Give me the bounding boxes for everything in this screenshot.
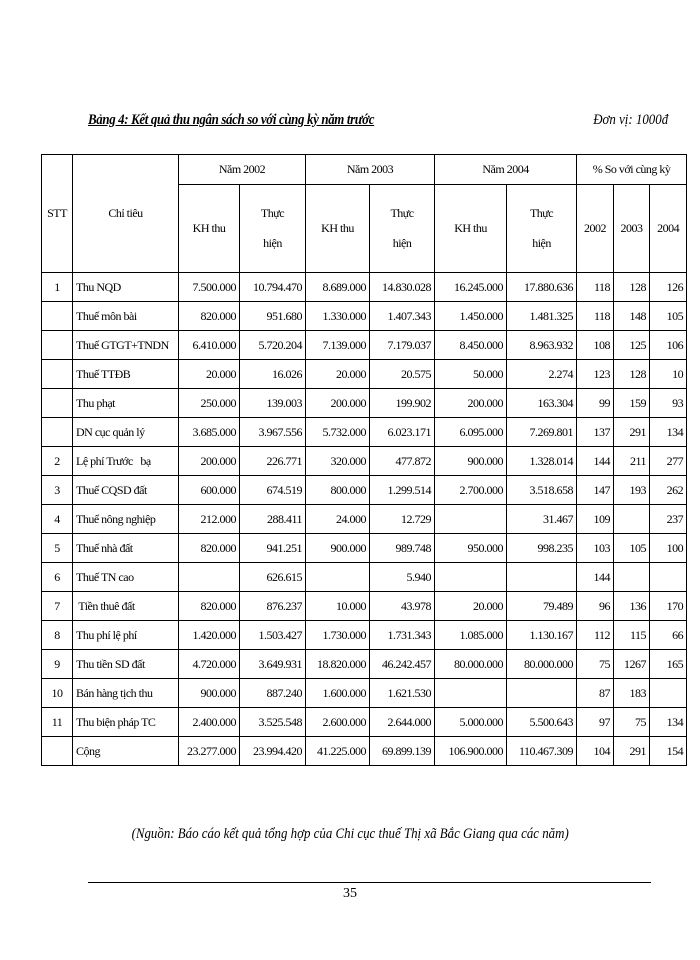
cell-stt: [42, 389, 73, 418]
cell-th-2002: 139.003: [240, 389, 306, 418]
header-pct-2002: 2002: [577, 185, 614, 273]
cell-stt: 8: [42, 621, 73, 650]
page-number: 35: [343, 886, 357, 901]
table-row: [42, 679, 687, 708]
cell-chi-tieu: Thu biện pháp TC: [73, 708, 179, 737]
cell-pct-2003: 148: [614, 302, 650, 331]
cell-kh-2004: 900.000: [435, 447, 507, 476]
header-kh-thu-2004: KH thu: [435, 185, 507, 273]
cell-th-2004: 1.130.167: [507, 621, 577, 650]
cell-th-2004: 998.235: [507, 534, 577, 563]
cell-pct-2004: 165: [650, 650, 687, 679]
source-note: (Nguồn: Báo cáo kết quả tổng hợp của Chi cục thuế Thị xã Bắc Giang qua các năm): [131, 826, 569, 842]
cell-kh-2004: 1.450.000: [435, 302, 507, 331]
cell-th-2003: 1.299.514: [370, 476, 435, 505]
cell-pct-2004: 237: [650, 505, 687, 534]
cell-pct-2002: 87: [577, 679, 614, 708]
cell-th-2002: 226.771: [240, 447, 306, 476]
header-pct-2004: 2004: [650, 185, 687, 273]
cell-pct-2004: 262: [650, 476, 687, 505]
cell-kh-2004: 80.000.000: [435, 650, 507, 679]
cell-kh-2004: 200.000: [435, 389, 507, 418]
unit-label: Đơn vị: 1000đ: [593, 112, 668, 128]
cell-kh-2004: [435, 679, 507, 708]
cell-pct-2002: 112: [577, 621, 614, 650]
cell-chi-tieu: Thu NQD: [73, 273, 179, 302]
cell-kh-2003: 41.225.000: [306, 737, 370, 766]
cell-stt: [42, 331, 73, 360]
cell-th-2004: [507, 679, 577, 708]
cell-kh-2003: 1.600.000: [306, 679, 370, 708]
table-row: [42, 360, 687, 389]
cell-th-2003: 46.242.457: [370, 650, 435, 679]
cell-chi-tieu: Thuế TN cao: [73, 563, 179, 592]
cell-kh-2003: [306, 563, 370, 592]
cell-pct-2002: 123: [577, 360, 614, 389]
cell-th-2004: [507, 563, 577, 592]
header-thuc-hien-2004: Thực hiện: [507, 185, 577, 273]
cell-pct-2002: 99: [577, 389, 614, 418]
cell-th-2002: 288.411: [240, 505, 306, 534]
table-row: [42, 447, 687, 476]
cell-chi-tieu: Bán hàng tịch thu: [73, 679, 179, 708]
cell-th-2003: 989.748: [370, 534, 435, 563]
cell-kh-2004: 5.000.000: [435, 708, 507, 737]
table-row: [42, 389, 687, 418]
cell-kh-2004: 20.000: [435, 592, 507, 621]
cell-pct-2002: 109: [577, 505, 614, 534]
cell-kh-2004: 8.450.000: [435, 331, 507, 360]
header-year-2002: Năm 2002: [179, 155, 306, 185]
cell-stt: [42, 737, 73, 766]
cell-kh-2004: 106.900.000: [435, 737, 507, 766]
cell-th-2002: 887.240: [240, 679, 306, 708]
cell-kh-2003: 10.000: [306, 592, 370, 621]
cell-chi-tieu: Cộng: [73, 737, 179, 766]
cell-th-2002: 626.615: [240, 563, 306, 592]
cell-stt: 1: [42, 273, 73, 302]
cell-pct-2002: 144: [577, 563, 614, 592]
cell-kh-2003: 7.139.000: [306, 331, 370, 360]
table-title: Bảng 4: Kết quả thu ngân sách so với cùng kỳ năm trước: [88, 112, 375, 128]
cell-pct-2003: 128: [614, 273, 650, 302]
header-year-2003: Năm 2003: [306, 155, 435, 185]
table-row: [42, 737, 687, 766]
cell-chi-tieu: Thuế nông nghiệp: [73, 505, 179, 534]
cell-th-2004: 110.467.309: [507, 737, 577, 766]
cell-pct-2004: 100: [650, 534, 687, 563]
table-row: [42, 650, 687, 679]
cell-stt: 5: [42, 534, 73, 563]
cell-kh-2002: 600.000: [179, 476, 240, 505]
table-row: [42, 563, 687, 592]
cell-th-2002: 23.994.420: [240, 737, 306, 766]
cell-kh-2003: 800.000: [306, 476, 370, 505]
cell-pct-2003: [614, 505, 650, 534]
cell-stt: 2: [42, 447, 73, 476]
cell-kh-2003: 2.600.000: [306, 708, 370, 737]
cell-stt: 11: [42, 708, 73, 737]
cell-stt: 10: [42, 679, 73, 708]
cell-th-2003: 7.179.037: [370, 331, 435, 360]
cell-pct-2003: 291: [614, 418, 650, 447]
cell-th-2002: 941.251: [240, 534, 306, 563]
cell-th-2003: 199.902: [370, 389, 435, 418]
cell-kh-2002: 820.000: [179, 592, 240, 621]
cell-pct-2004: 106: [650, 331, 687, 360]
cell-kh-2004: 950.000: [435, 534, 507, 563]
cell-pct-2004: 170: [650, 592, 687, 621]
cell-pct-2004: 154: [650, 737, 687, 766]
cell-th-2002: 951.680: [240, 302, 306, 331]
cell-th-2003: 1.407.343: [370, 302, 435, 331]
table-row: [42, 534, 687, 563]
cell-th-2003: 5.940: [370, 563, 435, 592]
cell-kh-2002: 23.277.000: [179, 737, 240, 766]
cell-kh-2002: [179, 563, 240, 592]
cell-chi-tieu: Thu tiền SD đất: [73, 650, 179, 679]
cell-th-2003: 2.644.000: [370, 708, 435, 737]
cell-pct-2002: 137: [577, 418, 614, 447]
cell-chi-tieu: Thu phí lệ phí: [73, 621, 179, 650]
cell-th-2003: 20.575: [370, 360, 435, 389]
cell-pct-2003: 128: [614, 360, 650, 389]
cell-kh-2002: 820.000: [179, 302, 240, 331]
cell-pct-2003: 183: [614, 679, 650, 708]
cell-pct-2003: 211: [614, 447, 650, 476]
cell-kh-2002: 250.000: [179, 389, 240, 418]
cell-kh-2003: 1.730.000: [306, 621, 370, 650]
table-row: [42, 331, 687, 360]
cell-th-2003: 477.872: [370, 447, 435, 476]
cell-kh-2002: 212.000: [179, 505, 240, 534]
cell-th-2004: 163.304: [507, 389, 577, 418]
cell-stt: 4: [42, 505, 73, 534]
cell-th-2004: 3.518.658: [507, 476, 577, 505]
cell-th-2003: 12.729: [370, 505, 435, 534]
cell-pct-2003: 75: [614, 708, 650, 737]
cell-stt: [42, 360, 73, 389]
header-thuc-hien-2002: Thực hiện: [240, 185, 306, 273]
cell-pct-2003: 105: [614, 534, 650, 563]
cell-kh-2003: 24.000: [306, 505, 370, 534]
cell-kh-2004: [435, 563, 507, 592]
cell-pct-2004: 134: [650, 418, 687, 447]
cell-pct-2004: 134: [650, 708, 687, 737]
header-kh-thu-2003: KH thu: [306, 185, 370, 273]
cell-th-2002: 1.503.427: [240, 621, 306, 650]
cell-th-2003: 14.830.028: [370, 273, 435, 302]
cell-kh-2004: [435, 505, 507, 534]
cell-th-2002: 16.026: [240, 360, 306, 389]
cell-chi-tieu: DN cục quản lý: [73, 418, 179, 447]
header-stt: STT: [42, 155, 73, 273]
cell-pct-2004: 10: [650, 360, 687, 389]
cell-pct-2002: 97: [577, 708, 614, 737]
cell-th-2004: 1.328.014: [507, 447, 577, 476]
header-thuc-hien-2003: Thực hiện: [370, 185, 435, 273]
cell-th-2004: 31.467: [507, 505, 577, 534]
cell-pct-2003: 291: [614, 737, 650, 766]
header-row-years: [42, 155, 687, 185]
cell-stt: 6: [42, 563, 73, 592]
cell-pct-2002: 104: [577, 737, 614, 766]
cell-pct-2004: [650, 563, 687, 592]
table-row: [42, 476, 687, 505]
header-kh-thu-2002: KH thu: [179, 185, 240, 273]
cell-kh-2003: 900.000: [306, 534, 370, 563]
cell-th-2003: 1.621.530: [370, 679, 435, 708]
cell-pct-2003: 136: [614, 592, 650, 621]
cell-th-2003: 6.023.171: [370, 418, 435, 447]
cell-pct-2004: [650, 679, 687, 708]
header-pct-2003: 2003: [614, 185, 650, 273]
cell-th-2004: 80.000.000: [507, 650, 577, 679]
cell-kh-2002: 7.500.000: [179, 273, 240, 302]
cell-kh-2004: 6.095.000: [435, 418, 507, 447]
cell-th-2002: 3.525.548: [240, 708, 306, 737]
cell-kh-2003: 200.000: [306, 389, 370, 418]
cell-pct-2004: 105: [650, 302, 687, 331]
cell-kh-2003: 1.330.000: [306, 302, 370, 331]
cell-th-2004: 8.963.932: [507, 331, 577, 360]
cell-th-2004: 1.481.325: [507, 302, 577, 331]
cell-pct-2004: 126: [650, 273, 687, 302]
cell-chi-tieu: Lệ phí Trước bạ: [73, 447, 179, 476]
table-row: [42, 418, 687, 447]
cell-th-2004: 17.880.636: [507, 273, 577, 302]
cell-kh-2004: 1.085.000: [435, 621, 507, 650]
cell-chi-tieu: Thuế CQSD đất: [73, 476, 179, 505]
cell-th-2003: 69.899.139: [370, 737, 435, 766]
cell-th-2004: 2.274: [507, 360, 577, 389]
header-chi-tieu: Chỉ tiêu: [73, 155, 179, 273]
cell-pct-2002: 75: [577, 650, 614, 679]
cell-kh-2004: 2.700.000: [435, 476, 507, 505]
cell-kh-2003: 18.820.000: [306, 650, 370, 679]
table-caption-row: [88, 112, 668, 136]
cell-chi-tieu: Thuế nhà đất: [73, 534, 179, 563]
cell-kh-2004: 16.245.000: [435, 273, 507, 302]
table-row: [42, 708, 687, 737]
table-row: [42, 505, 687, 534]
cell-kh-2003: 5.732.000: [306, 418, 370, 447]
cell-kh-2002: 20.000: [179, 360, 240, 389]
cell-th-2002: 5.720.204: [240, 331, 306, 360]
cell-chi-tieu: Thuế GTGT+TNDN: [73, 331, 179, 360]
cell-pct-2003: 193: [614, 476, 650, 505]
table-row: [42, 273, 687, 302]
cell-th-2002: 3.967.556: [240, 418, 306, 447]
cell-pct-2003: 1267: [614, 650, 650, 679]
footer-divider: [88, 882, 651, 883]
cell-th-2002: 10.794.470: [240, 273, 306, 302]
cell-stt: [42, 418, 73, 447]
budget-table: [41, 154, 687, 766]
cell-stt: 9: [42, 650, 73, 679]
cell-pct-2002: 96: [577, 592, 614, 621]
cell-stt: 3: [42, 476, 73, 505]
cell-pct-2002: 118: [577, 273, 614, 302]
header-year-2004: Năm 2004: [435, 155, 577, 185]
cell-kh-2002: 6.410.000: [179, 331, 240, 360]
cell-kh-2002: 4.720.000: [179, 650, 240, 679]
table-row: [42, 592, 687, 621]
cell-pct-2003: 125: [614, 331, 650, 360]
cell-kh-2002: 900.000: [179, 679, 240, 708]
table-body: [42, 273, 687, 766]
cell-pct-2002: 103: [577, 534, 614, 563]
cell-kh-2003: 20.000: [306, 360, 370, 389]
cell-chi-tieu: Thu phạt: [73, 389, 179, 418]
cell-chi-tieu: Thuế TTĐB: [73, 360, 179, 389]
table-row: [42, 621, 687, 650]
cell-kh-2002: 2.400.000: [179, 708, 240, 737]
cell-pct-2004: 277: [650, 447, 687, 476]
cell-kh-2002: 3.685.000: [179, 418, 240, 447]
cell-pct-2002: 108: [577, 331, 614, 360]
cell-chi-tieu: Thuế môn bài: [73, 302, 179, 331]
cell-pct-2002: 144: [577, 447, 614, 476]
cell-kh-2004: 50.000: [435, 360, 507, 389]
cell-th-2003: 43.978: [370, 592, 435, 621]
cell-th-2002: 674.519: [240, 476, 306, 505]
cell-kh-2003: 320.000: [306, 447, 370, 476]
cell-pct-2002: 118: [577, 302, 614, 331]
cell-pct-2004: 66: [650, 621, 687, 650]
cell-stt: 7: [42, 592, 73, 621]
cell-th-2002: 876.237: [240, 592, 306, 621]
cell-th-2002: 3.649.931: [240, 650, 306, 679]
cell-pct-2004: 93: [650, 389, 687, 418]
cell-stt: [42, 302, 73, 331]
cell-pct-2002: 147: [577, 476, 614, 505]
table-row: [42, 302, 687, 331]
cell-kh-2002: 200.000: [179, 447, 240, 476]
cell-th-2004: 79.489: [507, 592, 577, 621]
cell-pct-2003: [614, 563, 650, 592]
cell-kh-2002: 1.420.000: [179, 621, 240, 650]
cell-th-2004: 7.269.801: [507, 418, 577, 447]
cell-kh-2002: 820.000: [179, 534, 240, 563]
cell-pct-2003: 115: [614, 621, 650, 650]
header-percent: % So với cùng kỳ: [577, 155, 687, 185]
cell-th-2003: 1.731.343: [370, 621, 435, 650]
cell-th-2004: 5.500.643: [507, 708, 577, 737]
cell-chi-tieu: Tiền thuê đất: [73, 592, 179, 621]
cell-kh-2003: 8.689.000: [306, 273, 370, 302]
cell-pct-2003: 159: [614, 389, 650, 418]
